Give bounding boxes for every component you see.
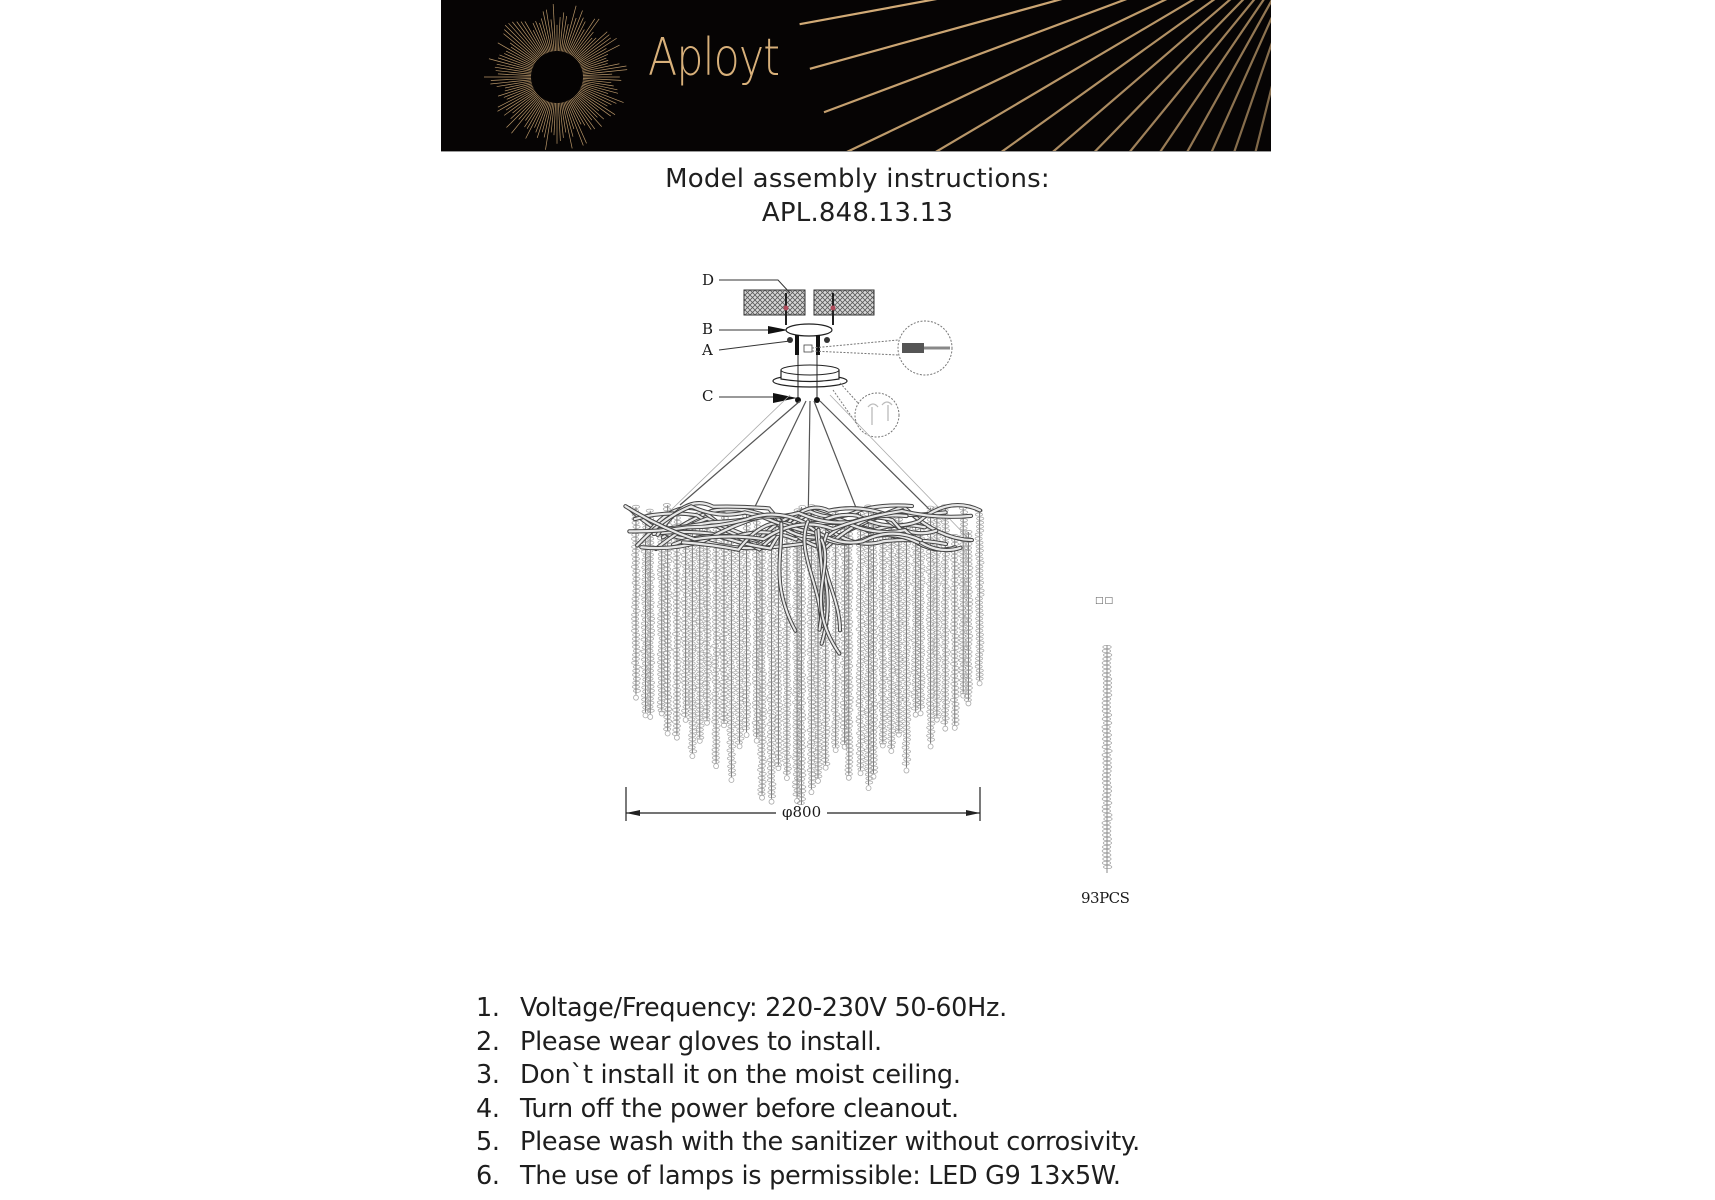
instruction-item <box>476 1093 1140 1127</box>
crystal-strand <box>964 530 973 706</box>
instruction-list <box>476 992 1140 1194</box>
arrow-c <box>773 393 797 403</box>
instruction-number: 1. <box>476 993 500 1023</box>
crystal-strand <box>688 514 697 759</box>
instruction-item <box>476 1059 1140 1093</box>
instruction-item <box>476 1026 1140 1060</box>
chandelier-drawing <box>600 255 1145 945</box>
brand-logo-text: Aployt <box>648 28 780 88</box>
assembly-diagram <box>600 255 1145 945</box>
crystal-strand <box>916 521 925 716</box>
page-title: Model assembly instructions: <box>665 164 1050 194</box>
mounting-plate <box>786 324 832 336</box>
crystal-strand <box>864 505 873 791</box>
instruction-text: Turn off the power before cleanout. <box>520 1093 959 1124</box>
decorative-rays <box>793 0 1271 151</box>
instruction-number: 2. <box>476 1026 500 1057</box>
crystal-strand <box>941 505 950 731</box>
instruction-item <box>476 992 1140 1026</box>
instruction-number: 3. <box>476 1060 500 1091</box>
instruction-text: Don`t install it on the moist ceiling. <box>520 1060 961 1091</box>
instruction-number: 6. <box>476 1160 500 1191</box>
crystal-strand <box>856 512 865 776</box>
crystal-strand <box>782 519 791 780</box>
crystal-strand <box>975 509 984 686</box>
instruction-item <box>476 1126 1140 1160</box>
instruction-number: 4. <box>476 1093 500 1124</box>
crystal-strand <box>646 509 655 719</box>
crystal-strand <box>792 509 801 804</box>
crystal-strand <box>869 510 878 779</box>
instruction-text: Voltage/Frequency: 220-230V 50-60Hz. <box>520 993 1007 1023</box>
spare-part-count: 93PCS <box>1081 889 1130 907</box>
crystal-strand <box>878 525 887 748</box>
part-label-d: D <box>702 271 715 289</box>
crystal-strand <box>902 526 911 773</box>
diameter-label: φ800 <box>776 805 827 820</box>
sun-burst-icon <box>484 4 627 150</box>
instruction-number: 5. <box>476 1127 500 1158</box>
arrow-b <box>768 326 788 334</box>
ceiling-block <box>744 290 874 325</box>
part-label-b: B <box>702 320 714 338</box>
instruction-text: Please wear gloves to install. <box>520 1026 882 1057</box>
part-label-a: A <box>702 341 713 359</box>
brand-banner <box>441 0 1271 151</box>
instruction-text: The use of lamps is permissible: LED G9 13x5W. <box>520 1160 1121 1191</box>
crystal-strand <box>767 515 776 805</box>
banner-artwork <box>441 0 1271 151</box>
instruction-text: Please wash with the sanitizer without corrosivity. <box>520 1127 1140 1158</box>
crystal-strand <box>712 528 721 768</box>
spare-crystal-strand <box>1102 645 1112 873</box>
crystal-strand <box>950 534 959 730</box>
crystal-strand <box>932 507 941 722</box>
crystal-strand <box>631 505 640 700</box>
instruction-item <box>476 1160 1140 1194</box>
spare-part-marker: □□ <box>1095 596 1115 606</box>
model-number: APL.848.13.13 <box>761 198 954 228</box>
part-label-c: C <box>702 387 714 405</box>
wavy-frame <box>625 503 980 653</box>
